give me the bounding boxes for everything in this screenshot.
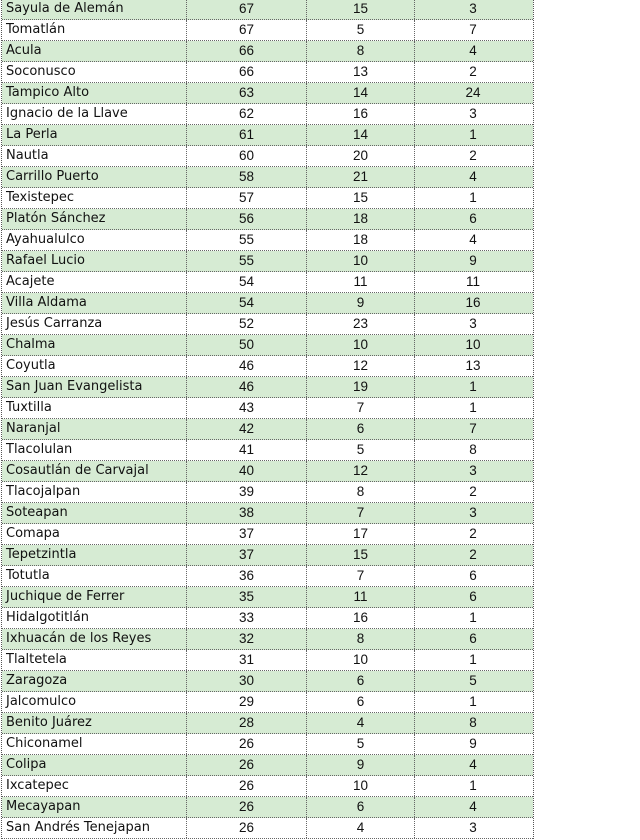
municipality-cell: Chalma [2, 335, 187, 355]
municipality-cell: Ayahualulco [2, 230, 187, 250]
value-cell-3: 6 [469, 568, 477, 583]
value-cell-1: 39 [187, 482, 307, 502]
municipality-table [1, 0, 534, 839]
municipality-cell: Chiconamel [2, 734, 187, 754]
municipality-cell: Zaragoza [2, 671, 187, 691]
value-cell-2: 8 [307, 629, 415, 649]
table-row [2, 692, 533, 713]
value-cell-3: 7 [469, 421, 477, 436]
value-cell-2: 9 [307, 755, 415, 775]
value-cell-3: 11 [465, 274, 480, 289]
table-row [2, 146, 533, 167]
value-cell-2: 7 [307, 566, 415, 586]
value-cell-2: 10 [307, 251, 415, 271]
table-row [2, 188, 533, 209]
value-cell-2: 12 [307, 356, 415, 376]
value-cell-1: 30 [187, 671, 307, 691]
table-row [2, 671, 533, 692]
value-cell-3: 2 [469, 526, 477, 541]
value-cell-1: 37 [187, 545, 307, 565]
table-row [2, 419, 533, 440]
value-cell-2: 6 [307, 797, 415, 817]
value-cell-1: 26 [187, 776, 307, 796]
municipality-cell: Nautla [2, 146, 187, 166]
table-row [2, 566, 533, 587]
value-cell-3: 2 [469, 64, 477, 79]
municipality-cell: Tlaltetela [2, 650, 187, 670]
value-cell-3: 3 [469, 505, 477, 520]
value-cell-1: 54 [187, 272, 307, 292]
value-cell-2: 6 [307, 419, 415, 439]
value-cell-1: 50 [187, 335, 307, 355]
value-cell-1: 61 [187, 125, 307, 145]
municipality-cell: Rafael Lucio [2, 251, 187, 271]
value-cell-2: 20 [307, 146, 415, 166]
value-cell-3: 8 [469, 442, 477, 457]
municipality-cell: San Andrés Tenejapan [2, 818, 187, 838]
value-cell-1: 60 [187, 146, 307, 166]
municipality-cell: Tomatlán [2, 20, 187, 40]
municipality-cell: Naranjal [2, 419, 187, 439]
value-cell-2: 5 [307, 440, 415, 460]
value-cell-3: 6 [469, 631, 477, 646]
municipality-cell: Ixcatepec [2, 776, 187, 796]
value-cell-3: 1 [469, 190, 477, 205]
table-row [2, 398, 533, 419]
value-cell-2: 18 [307, 209, 415, 229]
value-cell-2: 5 [307, 20, 415, 40]
municipality-cell: Ignacio de la Llave [2, 104, 187, 124]
table-row [2, 524, 533, 545]
value-cell-2: 6 [307, 692, 415, 712]
value-cell-2: 19 [307, 377, 415, 397]
value-cell-2: 4 [307, 713, 415, 733]
value-cell-1: 58 [187, 167, 307, 187]
municipality-cell: Comapa [2, 524, 187, 544]
value-cell-2: 10 [307, 335, 415, 355]
value-cell-2: 15 [307, 0, 415, 19]
municipality-cell: San Juan Evangelista [2, 377, 187, 397]
table-row [2, 272, 533, 293]
value-cell-1: 26 [187, 734, 307, 754]
value-cell-1: 63 [187, 83, 307, 103]
value-cell-3: 24 [465, 85, 481, 100]
table-row [2, 335, 533, 356]
value-cell-2: 7 [307, 503, 415, 523]
municipality-cell: Soconusco [2, 62, 187, 82]
value-cell-2: 11 [307, 587, 415, 607]
value-cell-3: 3 [469, 820, 477, 835]
table-row [2, 461, 533, 482]
table-row [2, 545, 533, 566]
value-cell-2: 10 [307, 650, 415, 670]
municipality-cell: Hidalgotitlán [2, 608, 187, 628]
value-cell-1: 33 [187, 608, 307, 628]
value-cell-2: 9 [307, 293, 415, 313]
municipality-cell: Benito Juárez [2, 713, 187, 733]
table-row [2, 629, 533, 650]
table-row [2, 650, 533, 671]
municipality-cell: La Perla [2, 125, 187, 145]
municipality-cell: Tampico Alto [2, 83, 187, 103]
value-cell-2: 7 [307, 398, 415, 418]
value-cell-1: 42 [187, 419, 307, 439]
table-row [2, 797, 533, 818]
municipality-cell: Totutla [2, 566, 187, 586]
value-cell-1: 31 [187, 650, 307, 670]
table-row [2, 776, 533, 797]
value-cell-1: 56 [187, 209, 307, 229]
value-cell-1: 26 [187, 755, 307, 775]
table-row [2, 167, 533, 188]
value-cell-1: 67 [187, 20, 307, 40]
value-cell-2: 23 [307, 314, 415, 334]
value-cell-2: 4 [307, 818, 415, 838]
table-row [2, 41, 533, 62]
value-cell-3: 3 [469, 1, 477, 16]
value-cell-1: 32 [187, 629, 307, 649]
value-cell-1: 26 [187, 818, 307, 838]
value-cell-2: 5 [307, 734, 415, 754]
municipality-cell: Coyutla [2, 356, 187, 376]
municipality-cell: Ixhuacán de los Reyes [2, 629, 187, 649]
value-cell-1: 29 [187, 692, 307, 712]
municipality-cell: Colipa [2, 755, 187, 775]
value-cell-3: 2 [469, 148, 477, 163]
municipality-cell: Tlacojalpan [2, 482, 187, 502]
value-cell-2: 12 [307, 461, 415, 481]
value-cell-3: 4 [469, 232, 477, 247]
value-cell-2: 21 [307, 167, 415, 187]
value-cell-3: 6 [469, 589, 477, 604]
value-cell-3: 5 [469, 673, 477, 688]
value-cell-1: 35 [187, 587, 307, 607]
value-cell-1: 55 [187, 251, 307, 271]
municipality-cell: Cosautlán de Carvajal [2, 461, 187, 481]
value-cell-1: 46 [187, 377, 307, 397]
value-cell-1: 37 [187, 524, 307, 544]
municipality-cell: Juchique de Ferrer [2, 587, 187, 607]
value-cell-3: 1 [469, 127, 477, 142]
table-row [2, 0, 533, 20]
value-cell-2: 15 [307, 188, 415, 208]
value-cell-2: 10 [307, 776, 415, 796]
table-row [2, 251, 533, 272]
value-cell-3: 2 [469, 484, 477, 499]
table-row [2, 734, 533, 755]
value-cell-3: 2 [469, 547, 477, 562]
table-row [2, 356, 533, 377]
table-row [2, 230, 533, 251]
table-row [2, 818, 533, 839]
municipality-cell: Carrillo Puerto [2, 167, 187, 187]
table-row [2, 125, 533, 146]
value-cell-3: 16 [465, 295, 481, 310]
value-cell-1: 26 [187, 797, 307, 817]
value-cell-3: 9 [469, 736, 477, 751]
value-cell-1: 57 [187, 188, 307, 208]
value-cell-1: 36 [187, 566, 307, 586]
value-cell-1: 62 [187, 104, 307, 124]
value-cell-2: 14 [307, 125, 415, 145]
municipality-cell: Villa Aldama [2, 293, 187, 313]
value-cell-3: 8 [469, 715, 477, 730]
value-cell-2: 6 [307, 671, 415, 691]
value-cell-3: 10 [465, 337, 481, 352]
municipality-cell: Sayula de Alemán [2, 0, 187, 19]
municipality-cell: Platón Sánchez [2, 209, 187, 229]
value-cell-3: 1 [469, 652, 477, 667]
municipality-cell: Tlacolulan [2, 440, 187, 460]
value-cell-2: 8 [307, 482, 415, 502]
value-cell-3: 4 [469, 169, 477, 184]
value-cell-2: 8 [307, 41, 415, 61]
value-cell-3: 1 [469, 379, 477, 394]
value-cell-3: 6 [469, 211, 477, 226]
value-cell-3: 1 [469, 610, 477, 625]
value-cell-1: 66 [187, 41, 307, 61]
value-cell-1: 41 [187, 440, 307, 460]
value-cell-3: 1 [469, 400, 477, 415]
value-cell-1: 38 [187, 503, 307, 523]
value-cell-3: 9 [469, 253, 477, 268]
table-row [2, 293, 533, 314]
table-row [2, 314, 533, 335]
value-cell-2: 18 [307, 230, 415, 250]
value-cell-3: 3 [469, 106, 477, 121]
value-cell-3: 4 [469, 757, 477, 772]
municipality-cell: Acajete [2, 272, 187, 292]
municipality-cell: Tuxtilla [2, 398, 187, 418]
value-cell-1: 55 [187, 230, 307, 250]
value-cell-1: 66 [187, 62, 307, 82]
value-cell-3: 3 [469, 463, 477, 478]
municipality-cell: Mecayapan [2, 797, 187, 817]
value-cell-1: 67 [187, 0, 307, 19]
table-row [2, 62, 533, 83]
value-cell-2: 14 [307, 83, 415, 103]
table-row [2, 83, 533, 104]
municipality-cell: Soteapan [2, 503, 187, 523]
table-row [2, 209, 533, 230]
table-row [2, 440, 533, 461]
value-cell-3: 7 [469, 22, 477, 37]
municipality-cell: Jalcomulco [2, 692, 187, 712]
municipality-cell: Acula [2, 41, 187, 61]
value-cell-1: 43 [187, 398, 307, 418]
value-cell-3: 1 [469, 778, 477, 793]
value-cell-1: 54 [187, 293, 307, 313]
value-cell-3: 3 [469, 316, 477, 331]
table-row [2, 482, 533, 503]
value-cell-1: 40 [187, 461, 307, 481]
municipality-cell: Texistepec [2, 188, 187, 208]
value-cell-2: 16 [307, 608, 415, 628]
value-cell-2: 17 [307, 524, 415, 544]
value-cell-2: 16 [307, 104, 415, 124]
value-cell-1: 28 [187, 713, 307, 733]
table-row [2, 587, 533, 608]
table-row [2, 20, 533, 41]
value-cell-2: 13 [307, 62, 415, 82]
table-row [2, 104, 533, 125]
table-row [2, 755, 533, 776]
table-row [2, 377, 533, 398]
value-cell-3: 1 [469, 694, 477, 709]
value-cell-2: 11 [307, 272, 415, 292]
value-cell-1: 46 [187, 356, 307, 376]
table-row [2, 608, 533, 629]
value-cell-3: 4 [469, 43, 477, 58]
municipality-cell: Jesús Carranza [2, 314, 187, 334]
value-cell-3: 4 [469, 799, 477, 814]
value-cell-3: 13 [465, 358, 481, 373]
value-cell-1: 52 [187, 314, 307, 334]
table-row [2, 503, 533, 524]
table-row [2, 713, 533, 734]
value-cell-2: 15 [307, 545, 415, 565]
municipality-cell: Tepetzintla [2, 545, 187, 565]
